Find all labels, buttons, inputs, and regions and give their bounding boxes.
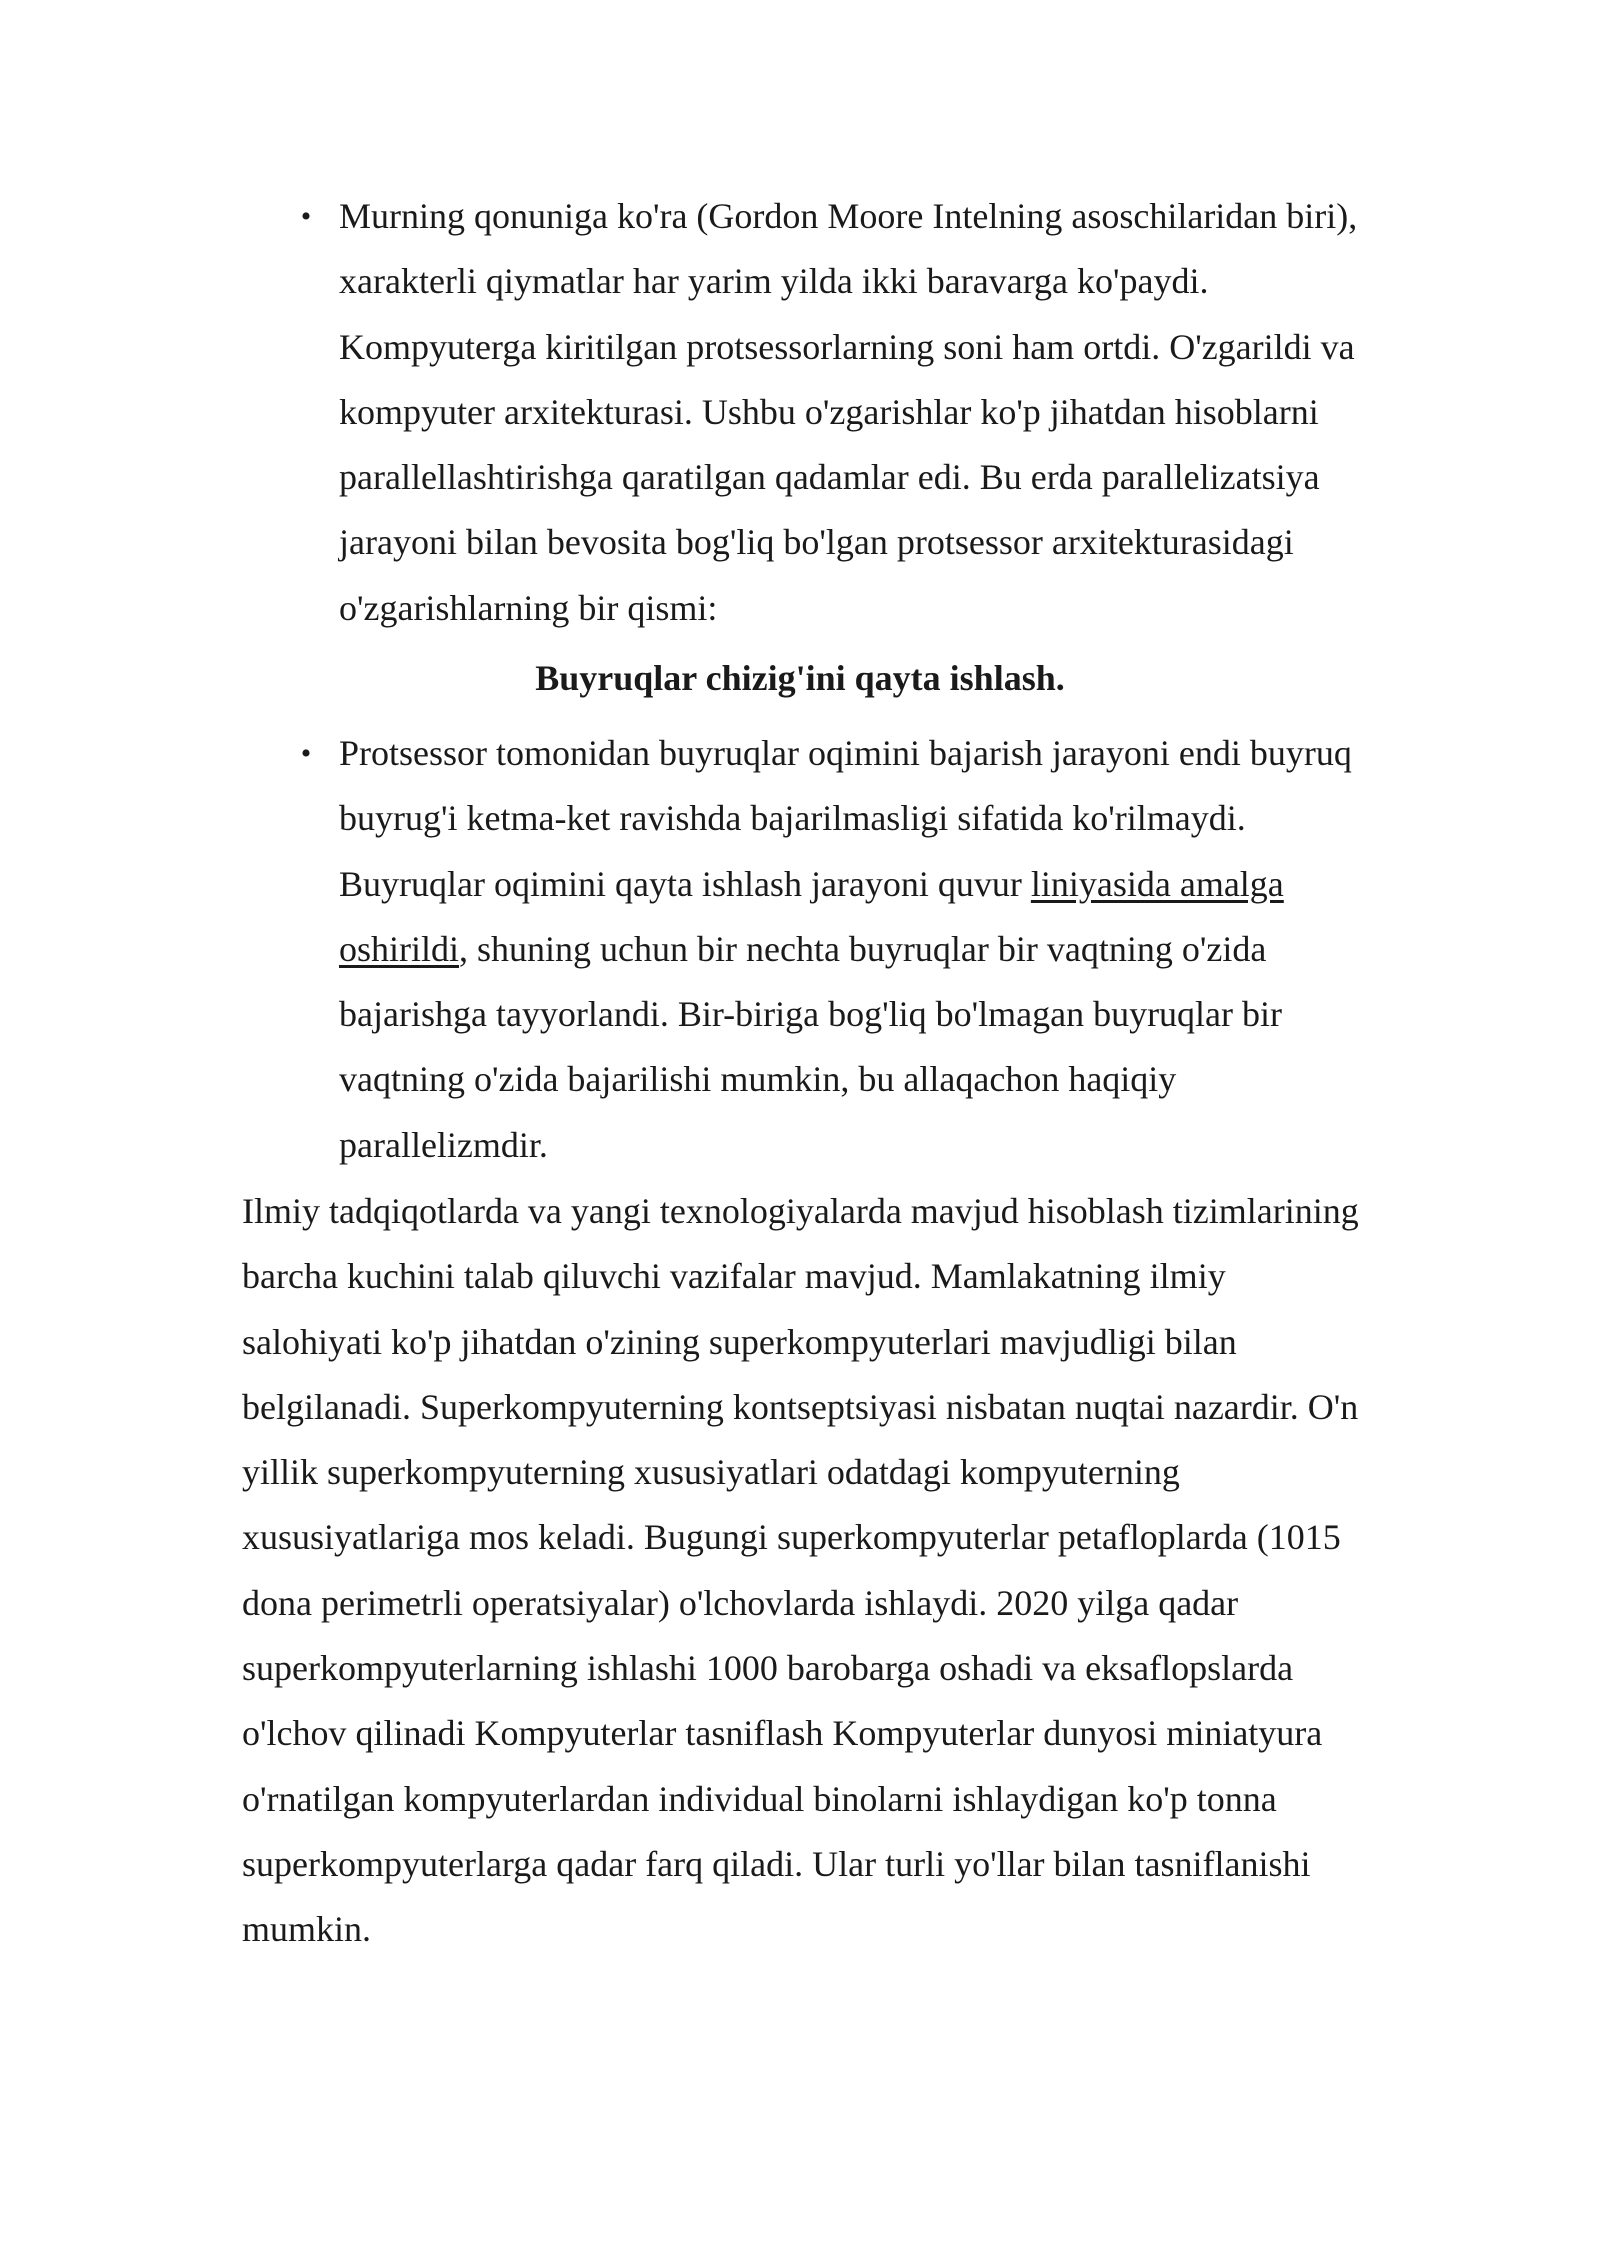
section-heading: Buyruqlar chizig'ini qayta ishlash. bbox=[535, 658, 1065, 698]
body-paragraph: Ilmiy tadqiqotlarda va yangi texnologiyalarda mavjud hisoblash tizimlarining barcha kuchini talab qiluvchi vazifalar mavjud. Mamlakatning ilmiy salohiyati ko'p jihatdan o'zining superkompyuterlari mavjudligi bilan belgilanadi. Superkompyuterning kontseptsiyasi nisbatan nuqtai nazardir. O'n yillik superkompyuterning xususiyatlari odatdagi kompyuterning xususiyatlariga mos keladi. Bugungi superkompyuterlar petafloplarda (1015 dona perimetrli operatsiyalar) o'lchovlarda ishlaydi. 2020 yilga qadar superkompyuterlarning ishlashi 1000 barobarga oshadi va eksaflopslarda o'lchov qilinadi Kompyuterlar tasniflash Kompyuterlar dunyosi miniatyura o'rnatilgan kompyuterlardan individual binolarni ishlaydigan ko'p tonna superkompyuterlarga qadar farq qiladi. Ular turli yo'llar bilan tasniflanishi mumkin. bbox=[242, 1191, 1359, 1950]
bullet-item-pipeline bbox=[300, 721, 1369, 1178]
pipeline-link[interactable]: liniyasida amalga oshirildi bbox=[339, 863, 1284, 969]
bullet-marker: • bbox=[300, 200, 312, 233]
bullet-item-moores-law bbox=[300, 184, 1369, 641]
bullet-text: Murning qonuniga ko'ra (Gordon Moore Intelning asoschilaridan biri), xarakterli qiymatlar har yarim yilda ikki baravarga ko'paydi. Kompyuterga kiritilgan protsessorlarning soni ham ortdi. O'zgarildi va kompyuter arxitekturasi. Ushbu o'zgarishlar ko'p jihatdan hisoblarni parallellashtirishga qaratilgan qadamlar edi. Bu erda parallelizatsiya jarayoni bilan bevosita bog'liq bo'lgan protsessor arxitekturasidagi o'zgarishlarning bir qismi: bbox=[339, 196, 1358, 628]
bullet-text-before-link: Protsessor tomonidan buyruqlar oqimini bajarish jarayoni endi buyruq buyrug'i ketma-ket ravishda bajarilmasligi sifatida ko'rilmaydi. Buyruqlar oqimini qayta ishlash jarayoni quvur bbox=[339, 733, 1352, 904]
bullet-marker: • bbox=[300, 737, 312, 770]
bullet-text-after-link: , shuning uchun bir nechta buyruqlar bir vaqtning o'zida bajarishga tayyorlandi. Bir-biriga bog'liq bo'lmagan buyruqlar bir vaqtning o'zida bajarilishi mumkin, bu allaqachon haqiqiy parallelizmdir. bbox=[339, 928, 1283, 1165]
